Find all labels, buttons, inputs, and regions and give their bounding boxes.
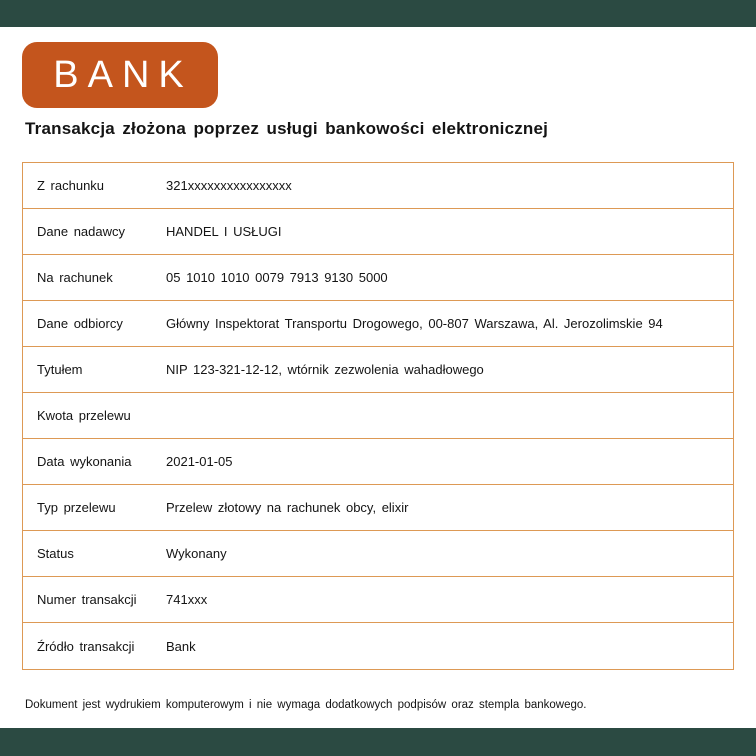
table-row-zrodlo-transakcji bbox=[23, 623, 733, 669]
row-value: 2021-01-05 bbox=[166, 454, 233, 469]
transaction-details-table bbox=[22, 162, 734, 670]
row-value: Przelew złotowy na rachunek obcy, elixir bbox=[166, 500, 409, 515]
table-row-typ-przelewu bbox=[23, 485, 733, 531]
page-title: Transakcja złożona poprzez usługi bankowości elektronicznej bbox=[25, 119, 549, 138]
table-row-tytulem bbox=[23, 347, 733, 393]
row-label: Data wykonania bbox=[37, 454, 132, 469]
row-value: NIP 123-321-12-12, wtórnik zezwolenia wahadłowego bbox=[166, 362, 484, 377]
bank-logo bbox=[22, 42, 218, 108]
row-label: Typ przelewu bbox=[37, 500, 116, 515]
row-label: Status bbox=[37, 546, 74, 561]
row-label: Z rachunku bbox=[37, 178, 105, 193]
footer-disclaimer: Dokument jest wydrukiem komputerowym i nie wymaga dodatkowych podpisów oraz stempla bankowego. bbox=[25, 699, 587, 711]
table-row-dane-odbiorcy bbox=[23, 301, 733, 347]
row-label: Numer transakcji bbox=[37, 592, 137, 607]
table-row-dane-nadawcy bbox=[23, 209, 733, 255]
row-label: Na rachunek bbox=[37, 270, 113, 285]
table-row-status bbox=[23, 531, 733, 577]
row-value: Bank bbox=[166, 638, 196, 654]
row-value: Wykonany bbox=[166, 546, 227, 561]
row-label: Dane odbiorcy bbox=[37, 316, 123, 331]
table-row-na-rachunek bbox=[23, 255, 733, 301]
row-value: HANDEL I USŁUGI bbox=[166, 224, 282, 239]
row-label: Źródło transakcji bbox=[37, 638, 135, 654]
table-row-numer-transakcji bbox=[23, 577, 733, 623]
table-row-z-rachunku bbox=[23, 163, 733, 209]
row-label: Tytułem bbox=[37, 362, 83, 377]
row-value: 321xxxxxxxxxxxxxxxx bbox=[166, 178, 292, 193]
row-value: Główny Inspektorat Transportu Drogowego, 00-807 Warszawa, Al. Jerozolimskie 94 bbox=[166, 316, 663, 331]
bottom-decorative-bar bbox=[0, 728, 756, 756]
table-row-kwota-przelewu bbox=[23, 393, 733, 439]
top-decorative-bar bbox=[0, 0, 756, 27]
table-row-data-wykonania bbox=[23, 439, 733, 485]
row-value: 05 1010 1010 0079 7913 9130 5000 bbox=[166, 270, 388, 285]
row-label: Dane nadawcy bbox=[37, 224, 125, 239]
row-value: 741xxx bbox=[166, 592, 208, 607]
row-label: Kwota przelewu bbox=[37, 408, 131, 423]
bank-logo-text: BANK bbox=[53, 53, 193, 96]
